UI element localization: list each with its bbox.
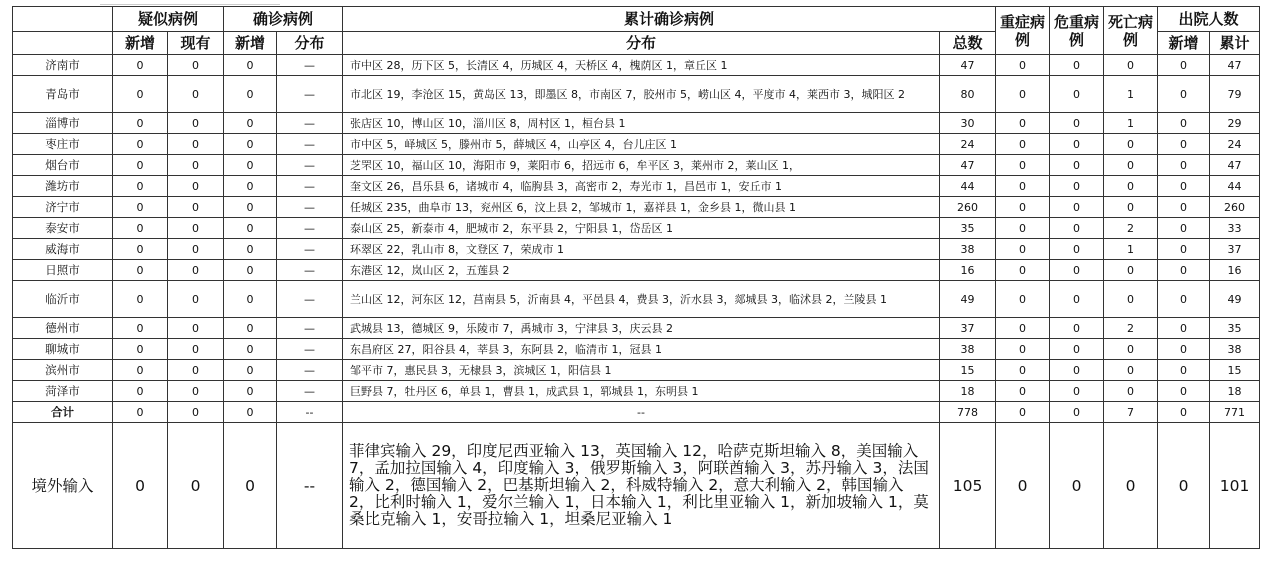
header-blank — [13, 7, 113, 32]
confirmed-new: 0 — [224, 113, 277, 134]
death-count: 0 — [1104, 381, 1158, 402]
confirmed-distribution: — — [277, 339, 343, 360]
confirmed-distribution: — — [277, 318, 343, 339]
cumulative-distribution: 市北区 19，李沧区 15，黄岛区 13，即墨区 8，市南区 7，胶州市 5，崂山区 4，平度市 4，莱西市 3，城阳区 2 — [343, 76, 940, 113]
discharged-cumulative: 35 — [1210, 318, 1260, 339]
death-count: 1 — [1104, 76, 1158, 113]
discharged-new: 0 — [1158, 239, 1210, 260]
severe-count: 0 — [996, 423, 1050, 549]
discharged-cumulative: 38 — [1210, 339, 1260, 360]
cumulative-distribution: 兰山区 12，河东区 12，莒南县 5，沂南县 4，平邑县 4，费县 3，沂水县 3，郯城县 3，临沭县 2，兰陵县 1 — [343, 281, 940, 318]
row-city: 枣庄市 — [13, 134, 113, 155]
death-count: 2 — [1104, 318, 1158, 339]
discharged-cumulative: 37 — [1210, 239, 1260, 260]
confirmed-distribution: — — [277, 360, 343, 381]
confirmed-new: 0 — [224, 360, 277, 381]
cumulative-total: 24 — [940, 134, 996, 155]
row-city: 泰安市 — [13, 218, 113, 239]
suspected-new: 0 — [113, 197, 168, 218]
discharged-new: 0 — [1158, 176, 1210, 197]
cropped-caption-remnant — [100, 0, 280, 5]
discharged-cumulative: 260 — [1210, 197, 1260, 218]
death-count: 0 — [1104, 197, 1158, 218]
severe-count: 0 — [996, 176, 1050, 197]
critical-count: 0 — [1050, 318, 1104, 339]
confirmed-new: 0 — [224, 218, 277, 239]
header-critical: 危重病例 — [1050, 7, 1104, 55]
header-severe: 重症病例 — [996, 7, 1050, 55]
confirmed-distribution: — — [277, 155, 343, 176]
abroad-row-label: 境外输入 — [13, 423, 113, 549]
suspected-current: 0 — [168, 155, 224, 176]
discharged-cumulative: 18 — [1210, 381, 1260, 402]
discharged-new: 0 — [1158, 55, 1210, 76]
suspected-new: 0 — [113, 318, 168, 339]
confirmed-distribution: — — [277, 134, 343, 155]
critical-count: 0 — [1050, 281, 1104, 318]
covid-statistics-table — [12, 6, 1260, 549]
suspected-new: 0 — [113, 423, 168, 549]
suspected-new: 0 — [113, 239, 168, 260]
row-city: 青岛市 — [13, 76, 113, 113]
confirmed-new: 0 — [224, 55, 277, 76]
suspected-current: 0 — [168, 218, 224, 239]
death-count: 0 — [1104, 260, 1158, 281]
death-count: 1 — [1104, 239, 1158, 260]
confirmed-distribution: — — [277, 239, 343, 260]
cumulative-total: 47 — [940, 55, 996, 76]
severe-count: 0 — [996, 134, 1050, 155]
severe-count: 0 — [996, 218, 1050, 239]
suspected-current: 0 — [168, 360, 224, 381]
suspected-new: 0 — [113, 218, 168, 239]
confirmed-new: 0 — [224, 197, 277, 218]
critical-count: 0 — [1050, 260, 1104, 281]
discharged-cumulative: 101 — [1210, 423, 1260, 549]
row-city: 临沂市 — [13, 281, 113, 318]
confirmed-new: 0 — [224, 339, 277, 360]
header-cumulative-total: 总数 — [940, 32, 996, 55]
cumulative-distribution: 市中区 28，历下区 5，长清区 4，历城区 4，天桥区 4，槐荫区 1，章丘区 1 — [343, 55, 940, 76]
death-count: 0 — [1104, 281, 1158, 318]
row-city: 烟台市 — [13, 155, 113, 176]
suspected-current: 0 — [168, 113, 224, 134]
discharged-new: 0 — [1158, 218, 1210, 239]
suspected-new: 0 — [113, 402, 168, 423]
confirmed-new: 0 — [224, 381, 277, 402]
death-count: 0 — [1104, 155, 1158, 176]
discharged-new: 0 — [1158, 281, 1210, 318]
suspected-new: 0 — [113, 339, 168, 360]
cumulative-total: 260 — [940, 197, 996, 218]
discharged-new: 0 — [1158, 339, 1210, 360]
discharged-cumulative: 33 — [1210, 218, 1260, 239]
cumulative-total: 35 — [940, 218, 996, 239]
discharged-cumulative: 49 — [1210, 281, 1260, 318]
severe-count: 0 — [996, 76, 1050, 113]
cumulative-distribution: 任城区 235，曲阜市 13，兖州区 6，汶上县 2，邹城市 1，嘉祥县 1，金乡县 1，微山县 1 — [343, 197, 940, 218]
discharged-cumulative: 29 — [1210, 113, 1260, 134]
row-city: 滨州市 — [13, 360, 113, 381]
suspected-current: 0 — [168, 239, 224, 260]
cumulative-distribution: 巨野县 7，牡丹区 6，单县 1，曹县 1，成武县 1，郓城县 1，东明县 1 — [343, 381, 940, 402]
header-suspected: 疑似病例 — [113, 7, 224, 32]
cumulative-total: 105 — [940, 423, 996, 549]
cumulative-distribution: 邹平市 7，惠民县 3，无棣县 3，滨城区 1，阳信县 1 — [343, 360, 940, 381]
confirmed-new: 0 — [224, 76, 277, 113]
cumulative-distribution: 东港区 12，岚山区 2，五莲县 2 — [343, 260, 940, 281]
critical-count: 0 — [1050, 197, 1104, 218]
critical-count: 0 — [1050, 402, 1104, 423]
header-confirmed-distribution: 分布 — [277, 32, 343, 55]
severe-count: 0 — [996, 402, 1050, 423]
confirmed-new: 0 — [224, 260, 277, 281]
critical-count: 0 — [1050, 218, 1104, 239]
discharged-new: 0 — [1158, 113, 1210, 134]
suspected-new: 0 — [113, 260, 168, 281]
confirmed-new: 0 — [224, 134, 277, 155]
header-suspected-new: 新增 — [113, 32, 168, 55]
suspected-new: 0 — [113, 155, 168, 176]
cumulative-distribution: 泰山区 25，新泰市 4，肥城市 2，东平县 2，宁阳县 1，岱岳区 1 — [343, 218, 940, 239]
discharged-new: 0 — [1158, 402, 1210, 423]
critical-count: 0 — [1050, 176, 1104, 197]
death-count: 0 — [1104, 339, 1158, 360]
discharged-new: 0 — [1158, 155, 1210, 176]
header-confirmed: 确诊病例 — [224, 7, 343, 32]
row-city: 潍坊市 — [13, 176, 113, 197]
header-discharged-cumulative: 累计 — [1210, 32, 1260, 55]
cumulative-total: 38 — [940, 239, 996, 260]
cumulative-distribution: 芝罘区 10，福山区 10，海阳市 9，莱阳市 6，招远市 6，牟平区 3，莱州市 2，莱山区 1， — [343, 155, 940, 176]
row-city: 淄博市 — [13, 113, 113, 134]
critical-count: 0 — [1050, 381, 1104, 402]
suspected-new: 0 — [113, 55, 168, 76]
header-death: 死亡病例 — [1104, 7, 1158, 55]
confirmed-distribution: — — [277, 218, 343, 239]
cumulative-distribution: 环翠区 22，乳山市 8，文登区 7，荣成市 1 — [343, 239, 940, 260]
critical-count: 0 — [1050, 55, 1104, 76]
confirmed-new: 0 — [224, 423, 277, 549]
discharged-cumulative: 79 — [1210, 76, 1260, 113]
discharged-new: 0 — [1158, 423, 1210, 549]
header-cumulative: 累计确诊病例 — [343, 7, 996, 32]
critical-count: 0 — [1050, 113, 1104, 134]
death-count: 1 — [1104, 113, 1158, 134]
suspected-current: 0 — [168, 55, 224, 76]
death-count: 0 — [1104, 55, 1158, 76]
severe-count: 0 — [996, 239, 1050, 260]
confirmed-distribution: -- — [277, 423, 343, 549]
header-confirmed-new: 新增 — [224, 32, 277, 55]
suspected-new: 0 — [113, 281, 168, 318]
discharged-new: 0 — [1158, 134, 1210, 155]
severe-count: 0 — [996, 55, 1050, 76]
discharged-new: 0 — [1158, 76, 1210, 113]
row-city: 济南市 — [13, 55, 113, 76]
death-count: 0 — [1104, 176, 1158, 197]
death-count: 7 — [1104, 402, 1158, 423]
cumulative-distribution: -- — [343, 402, 940, 423]
suspected-new: 0 — [113, 76, 168, 113]
suspected-new: 0 — [113, 113, 168, 134]
cumulative-total: 16 — [940, 260, 996, 281]
death-count: 0 — [1104, 360, 1158, 381]
cumulative-distribution: 东昌府区 27，阳谷县 4，莘县 3，东阿县 2，临清市 1，冠县 1 — [343, 339, 940, 360]
severe-count: 0 — [996, 360, 1050, 381]
confirmed-distribution: — — [277, 113, 343, 134]
confirmed-new: 0 — [224, 176, 277, 197]
cumulative-total: 30 — [940, 113, 996, 134]
confirmed-new: 0 — [224, 239, 277, 260]
row-city: 聊城市 — [13, 339, 113, 360]
death-count: 0 — [1104, 134, 1158, 155]
discharged-cumulative: 771 — [1210, 402, 1260, 423]
row-city: 济宁市 — [13, 197, 113, 218]
critical-count: 0 — [1050, 423, 1104, 549]
discharged-new: 0 — [1158, 381, 1210, 402]
suspected-current: 0 — [168, 76, 224, 113]
critical-count: 0 — [1050, 360, 1104, 381]
cumulative-total: 80 — [940, 76, 996, 113]
row-city: 日照市 — [13, 260, 113, 281]
suspected-new: 0 — [113, 360, 168, 381]
critical-count: 0 — [1050, 155, 1104, 176]
suspected-current: 0 — [168, 176, 224, 197]
suspected-current: 0 — [168, 402, 224, 423]
cumulative-total: 47 — [940, 155, 996, 176]
cumulative-distribution: 奎文区 26，昌乐县 6，诸城市 4，临朐县 3，高密市 2，寿光市 1，昌邑市 1，安丘市 1 — [343, 176, 940, 197]
suspected-current: 0 — [168, 318, 224, 339]
severe-count: 0 — [996, 381, 1050, 402]
severe-count: 0 — [996, 260, 1050, 281]
discharged-cumulative: 47 — [1210, 155, 1260, 176]
confirmed-distribution: — — [277, 76, 343, 113]
discharged-new: 0 — [1158, 318, 1210, 339]
discharged-new: 0 — [1158, 360, 1210, 381]
severe-count: 0 — [996, 318, 1050, 339]
confirmed-distribution: — — [277, 176, 343, 197]
cumulative-total: 18 — [940, 381, 996, 402]
total-row-label: 合计 — [13, 402, 113, 423]
cumulative-distribution: 武城县 13，德城区 9，乐陵市 7，禹城市 3，宁津县 3，庆云县 2 — [343, 318, 940, 339]
severe-count: 0 — [996, 197, 1050, 218]
cumulative-total: 49 — [940, 281, 996, 318]
confirmed-new: 0 — [224, 402, 277, 423]
cumulative-total: 778 — [940, 402, 996, 423]
critical-count: 0 — [1050, 339, 1104, 360]
header-suspected-current: 现有 — [168, 32, 224, 55]
confirmed-distribution: — — [277, 381, 343, 402]
header-cumulative-distribution: 分布 — [343, 32, 940, 55]
cumulative-distribution: 张店区 10，博山区 10，淄川区 8，周村区 1，桓台县 1 — [343, 113, 940, 134]
confirmed-distribution: — — [277, 55, 343, 76]
discharged-cumulative: 47 — [1210, 55, 1260, 76]
suspected-new: 0 — [113, 176, 168, 197]
suspected-current: 0 — [168, 381, 224, 402]
severe-count: 0 — [996, 155, 1050, 176]
severe-count: 0 — [996, 281, 1050, 318]
confirmed-distribution: -- — [277, 402, 343, 423]
discharged-new: 0 — [1158, 260, 1210, 281]
death-count: 0 — [1104, 423, 1158, 549]
discharged-cumulative: 24 — [1210, 134, 1260, 155]
suspected-current: 0 — [168, 339, 224, 360]
suspected-current: 0 — [168, 423, 224, 549]
suspected-new: 0 — [113, 134, 168, 155]
suspected-current: 0 — [168, 197, 224, 218]
suspected-current: 0 — [168, 281, 224, 318]
confirmed-new: 0 — [224, 281, 277, 318]
confirmed-distribution: — — [277, 197, 343, 218]
confirmed-new: 0 — [224, 318, 277, 339]
header-discharged: 出院人数 — [1158, 7, 1260, 32]
critical-count: 0 — [1050, 239, 1104, 260]
death-count: 2 — [1104, 218, 1158, 239]
confirmed-distribution: — — [277, 260, 343, 281]
cumulative-total: 38 — [940, 339, 996, 360]
suspected-new: 0 — [113, 381, 168, 402]
suspected-current: 0 — [168, 260, 224, 281]
cumulative-total: 15 — [940, 360, 996, 381]
discharged-cumulative: 44 — [1210, 176, 1260, 197]
row-city: 德州市 — [13, 318, 113, 339]
critical-count: 0 — [1050, 76, 1104, 113]
confirmed-distribution: — — [277, 281, 343, 318]
discharged-cumulative: 15 — [1210, 360, 1260, 381]
severe-count: 0 — [996, 113, 1050, 134]
header-discharged-new: 新增 — [1158, 32, 1210, 55]
cumulative-distribution: 市中区 5，峄城区 5，滕州市 5，薛城区 4，山亭区 4，台儿庄区 1 — [343, 134, 940, 155]
header-blank-2 — [13, 32, 113, 55]
cumulative-total: 37 — [940, 318, 996, 339]
row-city: 威海市 — [13, 239, 113, 260]
discharged-cumulative: 16 — [1210, 260, 1260, 281]
confirmed-new: 0 — [224, 155, 277, 176]
suspected-current: 0 — [168, 134, 224, 155]
discharged-new: 0 — [1158, 197, 1210, 218]
cumulative-total: 44 — [940, 176, 996, 197]
critical-count: 0 — [1050, 134, 1104, 155]
cumulative-distribution: 菲律宾输入 29，印度尼西亚输入 13，英国输入 12，哈萨克斯坦输入 8，美国输入 7，孟加拉国输入 4，印度输入 3，俄罗斯输入 3，阿联酋输入 3，苏丹输入 3，法国输入 2，德国输入 2，巴基斯坦输入 2，科威特输入 2，意大利输入 2，韩国输入 2，比利时输入 1，爱尔兰输入 1，日本输入 1，利比里亚输入 1，新加坡输入 1，莫桑比克输入 1，安哥拉输入 1，坦桑尼亚输入 1 — [343, 423, 940, 549]
severe-count: 0 — [996, 339, 1050, 360]
row-city: 菏泽市 — [13, 381, 113, 402]
